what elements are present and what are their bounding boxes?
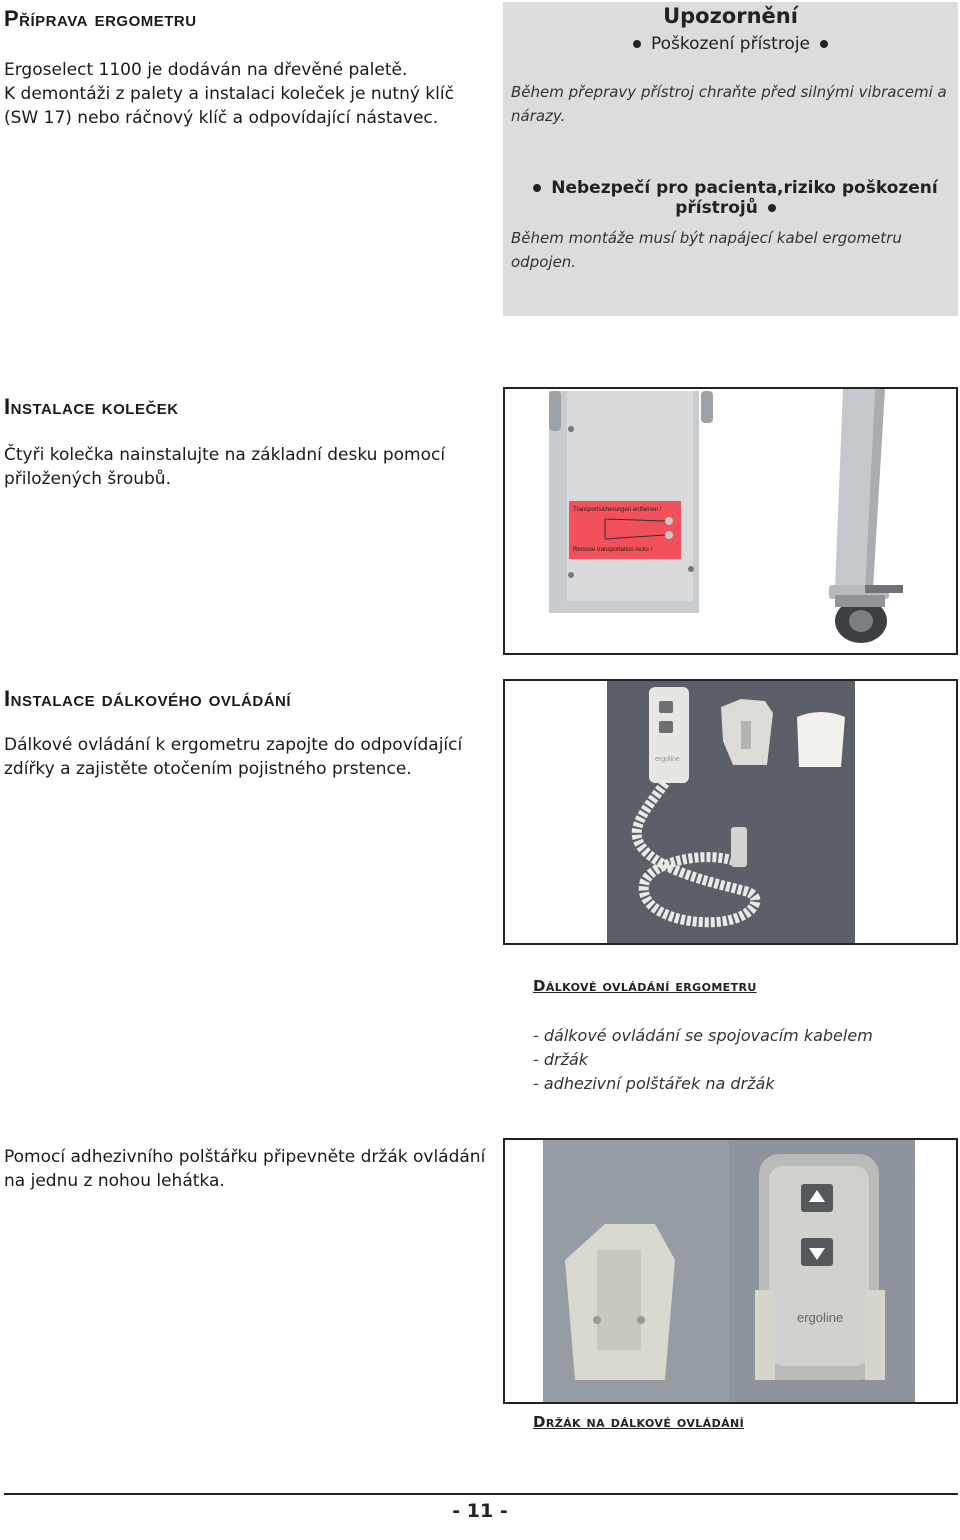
prep-text — [4, 58, 454, 130]
warning-item1-line: nárazy. — [511, 107, 566, 125]
bullet-icon — [768, 204, 776, 212]
warning-item2-title — [503, 178, 958, 218]
holder-caption: Držák na dálkové ovládání — [533, 1413, 745, 1431]
prep-line: (SW 17) nebo ráčnový klíč a odpovídající nástavec. — [4, 108, 439, 128]
warning-item2-title-text: Nebezpečí pro pacienta,riziko poškození přístrojů — [551, 178, 938, 218]
remote-brand: ergoline — [655, 756, 680, 763]
remote-line: Dálkové ovládání k ergometru zapojte do odpovídající — [4, 735, 463, 755]
wheels-photo — [503, 387, 958, 655]
list-item: - adhezivní polštářek na držák — [533, 1074, 775, 1093]
remote-parts-caption: Dálkové ovládání ergometru — [533, 977, 757, 995]
wheels-line: Čtyři kolečka nainstalujte na základní desku pomocí — [4, 445, 446, 465]
warning-title: Upozornění — [663, 4, 798, 28]
label-top-text: Transportsicherungen entfernen ! — [573, 507, 662, 513]
page-number: - 11 - — [452, 1500, 508, 1522]
warning-item1-title-text: Poškození přístroje — [650, 34, 811, 54]
remote-illustration — [505, 681, 956, 943]
holder-remote-brand: ergoline — [797, 1310, 844, 1325]
holder-photo — [503, 1138, 958, 1404]
holder-line: na jednu z nohou lehátka. — [4, 1171, 225, 1191]
warning-item1-title — [503, 34, 958, 54]
remote-parts-list — [533, 1024, 873, 1096]
prep-line: Ergoselect 1100 je dodáván na dřevěné paletě. — [4, 60, 408, 80]
footer-divider — [4, 1493, 958, 1495]
bullet-icon — [820, 40, 828, 48]
warning-item2-text: Během montáže musí být napájecí kabel ergometru odpojen. — [511, 229, 902, 271]
holder-text — [4, 1145, 485, 1193]
remote-heading: Instalace dálkového ovládání — [4, 686, 292, 711]
warning-item1-text — [511, 80, 951, 128]
wheels-text — [4, 443, 445, 491]
remote-photo — [503, 679, 958, 945]
label-bottom-text: Remove transportation locks ! — [573, 547, 653, 553]
remote-line: zdířky a zajistěte otočením pojistného prstence. — [4, 759, 412, 779]
holder-line: Pomocí adhezivního polštářku připevněte držák ovládání — [4, 1147, 486, 1167]
warning-item1-line: Během přepravy přístroj chraňte před silnými vibracemi a — [511, 83, 947, 101]
wheels-line: přiložených šroubů. — [4, 469, 171, 489]
prep-heading: Příprava ergometru — [4, 6, 197, 31]
prep-line: K demontáži z palety a instalaci koleček je nutný klíč — [4, 84, 454, 104]
wheels-illustration — [505, 389, 956, 653]
list-item: - dálkové ovládání se spojovacím kabelem — [533, 1026, 873, 1045]
bullet-icon — [533, 184, 541, 192]
list-item: - držák — [533, 1050, 589, 1069]
remote-text — [4, 733, 462, 781]
holder-illustration — [505, 1140, 956, 1402]
wheels-heading: Instalace koleček — [4, 394, 179, 419]
bullet-icon — [633, 40, 641, 48]
